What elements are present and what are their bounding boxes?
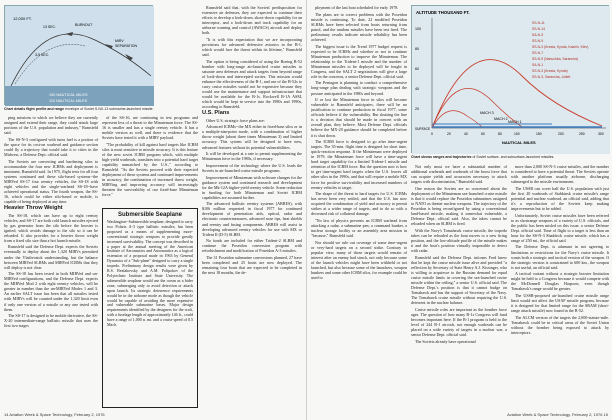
paragraph: The Defense Dept. is adamant in not agreeing to limitations or restrictions for the Navy's cruise missile. It wants both a strategic and tactical version of the weapon. If the strategic version is constrained to 600 km., the weapon is not useful, an official said.	[511, 244, 609, 270]
label-mach-3: MACH 3	[480, 111, 494, 115]
legend-item: SS-N-3 (Kresta, Kynda, Kashin, Kiev)	[532, 45, 589, 49]
paragraph: "The probability of kill against hard targets like ICBM silos is most sensitive to missile accuracy. It is this feature of the new soviet ICBM program which, with multiple high-yield warheads, translates into a potential hard target capability unmatched by the U.S.," according to Rumsfeld. "As the Soviets proceed with their expected deployment of these systems and continued improvements in accuracy, the combination of increased throw weight, MIRVing and improving accuracy will increasingly threaten the survivability of our fixed-base Minuteman force."	[102, 141, 198, 198]
paragraph: Unfortunately, Soviet cruise missiles have been referred to as shortrange weapons of a variety of U.S. officials, and the public has been misled on this issue, a senior Defense Dept. official said. Time of flight to a target is less than an hour for the SS-N-3 Shaddock cruise missile, which has a range of 250 mi., the official said.	[511, 212, 609, 243]
paragraph: The SS-17 is designed to be mobile derivative, the SS-X-20 intermediate-range ballistic missile that uses the first two stages	[4, 313, 98, 329]
paragraph: The plans are to correct problems with the Poseidon missile is continuing. To date, 22 modified Poseidon SLBMs have been selected from boats returning from patrol, and the random missiles have been test fired. The preliminary results indicate missile reliability has been achieved.	[311, 11, 407, 42]
paragraph: Rumsfeld said the Defense Dept. expects the Soviets eventually to deploy about the 1,320 MIRVs permitted under the Vladivostok understanding, but the balance between MIRVed SLBMs and MIRVed ICBMs that they will deploy is not clear.	[4, 244, 98, 270]
x-tick: 80	[498, 132, 502, 136]
paragraph: The advanced ballistic reentry systems (ABRES), with $106 million requested in fiscal 1977 for continued development of penetration aids, optical, radar and electronic countermeasures, advanced nose tips, heat shields and reentry and fusing components. ABRES will assist in developing advanced reentry vehicles for use with MX or Trident II (D-5) SLBM.	[202, 201, 302, 237]
paragraph: Rumsfeld said the Defense Dept. informs Ford knew that he kept the cruise missile issue alive and provided "a reflection by Secretary of State Henry A.J. Kissinger, who is willing to acquiesce to the Russian demand for equal cruise missile limits in covering the sea-launched cruise missile within the ceiling," a senior U.S. official said. The Defense Dept.'s position is that it cannot budge on Tomahawk and has the support of Secretary of the Navy. The Tomahawk cruise missile without requiring the U.S. deterrent in the nuclear balance.	[411, 254, 507, 305]
flight-profile-figure	[4, 5, 153, 105]
left-column-2	[102, 115, 198, 205]
paragraph: With the Navy's Tomahawk cruise missile, the torpedo tubes can be reloaded as the boat moves to a new firing position, and the low-altitude profile of the missile makes it and the boat's position virtually impossible to detect with radar.	[411, 227, 507, 253]
fig-label-burnout: BURNOUT	[75, 23, 93, 27]
chart-y-title: ALTITUDE THOUSAND FT.	[416, 10, 470, 15]
paragraph: The option is being considered of using the Boeing B-52 bomber with long-range air-launched cruise missiles to saturate area defenses and attack targets from beyond range of look-down and intercepted sorties. This mission would enhance the effectiveness of the B-1, and use of the B-52s to carry cruise missiles would not be expensive because they would use the maintenance and support infrastructure that would be available for the B-1s. Rockwell B-1A ASM, which would be kept in service into the 1980s and 1990s, according to Rumsfeld.	[202, 58, 302, 110]
y-tick: 40	[415, 87, 419, 91]
paragraph: The ALCM version of the targets the 2,000-statute-mile. Tomahawk could be in critical areas of the Soviet Union without the bomber being exposed to attack by interceptors.	[511, 314, 609, 336]
right-page-footer: Aviation Week & Space Technology, February 2, 1976 15	[507, 412, 608, 417]
paragraph: The Pentagon is planning to conduct a comprehensive long-range plan dealing with strategic weapons and the posture anticipated in the 1980s and beyond.	[311, 80, 407, 96]
label-mach-2: MACH 2	[494, 117, 508, 121]
flight-profile-chart	[5, 6, 154, 106]
legend-item: SS-N-7	[532, 51, 544, 55]
x-tick: 150	[536, 132, 542, 136]
legend-item: SS-N-11	[532, 21, 545, 25]
submersible-seaplane-box	[102, 208, 198, 408]
left-column-3	[202, 5, 302, 410]
box-title: Submersible Seaplane	[117, 212, 183, 218]
paragraph: If or lost the Minuteman force in silos will become vulnerable to Rumsfeld anticipates, there will be no justification to continue production in fiscal 1977, some officials believe if the vulnerability. But shutting the line is a decision that should be made in concert with an overall plan, they believe. Most Defense Dept. officials believe the MX-20 guidance should be completed before it is shut down.	[311, 97, 407, 138]
paragraph: The USSR-proposed air-launched cruise missile range limit would not affect the USAF missile program, because it is designed for that limited range for the SRAM (short-range attack missile) now found in the B-52.	[511, 293, 609, 314]
paragraph: The ICBM force is designed to go after time-urgent targets. The 35-min. flight time is designed for short time, quick-reaction response. If the Minuteman were deployed in 1979, the Minuteman force will have a time-urgent hard target capability for a limited Trident-1 missile and retention of the ICBM force. But the question now is how to get time-urgent hard targets when the U.S. leaves all other silos in the 1990s, and that will require a mobile MX force for positive survivability and increased numbers of reentry vehicles to target.	[311, 139, 407, 190]
fig-label-110nm: 110 NAUTICAL MILES	[49, 99, 88, 103]
legend-item: SA-N-1	[532, 63, 544, 67]
x-tick: 20	[447, 132, 451, 136]
legend-item: SS-N-9 (Nanuchka, Sarancha)	[532, 57, 578, 61]
y-tick: SURFACE	[415, 127, 431, 131]
legend-item: SS-N-14	[532, 27, 546, 31]
x-tick: 300	[598, 132, 604, 136]
paragraph: The biggest issue is the Trend 1977 budget request is expected to be ICBMs and whether or not to continue Minuteman production to improve the Minuteman. The relationship to the Trident-1 missile and the number of Minuteman missiles to be deployed will be fought in Congress, and the SALT 2 negotiations will give a large role in the concerns, a senior Defense Dept. official said.	[311, 43, 407, 79]
paragraph: Advanced ICBMs--the MX either in fixed-base silos or in a multiple-aim-point mode, with a combination of higher throw weight (about three times Minuteman 3) and limited accuracy. This system will be designed to have new, advanced features without its potential vulnerabilities.	[202, 124, 302, 150]
chart-x-title: NAUTICAL MILES	[502, 140, 536, 145]
paragraph: The SS-N-3 configured with turns fuel is a portion of the space for its cost-on warhead and guidance section could fly a trajectory that would take it to cities in the Midwest, a Defense Dept. official said.	[4, 136, 98, 157]
paragraph: The SS-18, which can have up to eight reentry vehicles, and SS-17 are both cold launch missiles ejected by gas generator from the silo before the booster is ignited, which avoids damage to the silo so it can be reloaded. It also provides for a heavier throw weight from a fixed silo size than a hot launch missile.	[4, 212, 98, 243]
fig-label-separation: SEPARATION	[115, 44, 138, 48]
x-tick: 100	[514, 132, 520, 136]
paragraph: The SS-18 has been tested in both MIRVed and un-MIRVed configurations, and the Defense Dept. expects the MIRVed Mod 2 with eight reentry vehicles, will be greater in number than the un-MIRVed Modes 1 and 3. An earlier SALT issue has been that all missiles tested with MIRVs will be counted under the 1,320 limit even if only one version of a missile or any one tested with them.	[4, 271, 98, 312]
caption-rest: of Soviet surface- and subsurface-launched missiles.	[472, 155, 555, 159]
fig-label-mirv: MIRV	[115, 39, 124, 43]
x-tick: 0	[431, 132, 433, 136]
box-text: Washington--Submersible seaplane, designed to carry two Polaris A-3 type ballistic missiles, has been proposed as a means of supplementing more-conventional strategic weapons to provide greatly increased survivability. The concept was described in a paper at the annual meeting of the American Institute of Aeronautics and Astronautics as a logical extension of a proposal made in 1963 by General Dynamics of a "Sub-plane" designed to carry a single torpedo. Preliminary design results were given by R.S. Bezlakovsky and A.M. Polipokov of the Polytechnic Institute and State University. The submersible seaplane would use the ocean as a hider zone, submerging only to avoid detection or attack upon launch. Its strategic deterrence requirements would be in the airborne mode as though the vehicle would be capable of avoiding the more expensive and vulnerable submarine bases. Major design requirements identified by the designers for the craft, with a fuselage length of approximately 146 ft., could have a range of 1,000 n. mi. and a cruise speed of 0.5 Mach.	[107, 219, 193, 328]
missile-range-figure	[411, 5, 609, 153]
paragraph: "No law of physics prevents an ICBM warhead from attacking a radar, a submarine pen, a command bunker, a nuclear storage facility or an assembly area mission in "because," Rumsfeld said.	[311, 218, 407, 239]
paragraph: ployment of the last boat scheduled for early 1978.	[315, 5, 399, 10]
paragraph: No funds are included for either Trident-2 SLBM and continue the Poseidon conversion program with refurbishment and modification of Poseidon A-3 missiles.	[202, 238, 302, 254]
fig-label-150nm: 150 NAUTICAL MILES	[49, 93, 88, 97]
x-tick: 60	[481, 132, 485, 136]
paragraph: Improvement of the technology where the U.S. leads the Soviets in air-launched cruise missile programs.	[202, 162, 302, 173]
paragraph: It will be developed at a rate to permit supplementing the Minuteman force in the 1980s, if necessary.	[202, 151, 302, 162]
y-tick: 20	[415, 107, 419, 111]
paragraph: more than 2,000 SS-N-3 cruise missiles, and the number is considered to have a potential threat. The Soviets operate with another platform usually airborne, discharging submerged to the missile environment.	[511, 164, 609, 185]
y-tick: 100	[415, 27, 421, 31]
right-page	[306, 0, 612, 420]
paragraph: of the SS-16, are continuing in test programs and represent less of a threat to the Minuteman force. The SS-16 is smaller and has a single reentry vehicle. It has a mobile version as well, and there is evidence that the Soviets have tested it with a MIRV payload.	[102, 115, 198, 141]
missile-range-caption	[411, 155, 609, 159]
paragraph: ping missions to which we believe they are currently assigned and extend their range, they could attack large portions of the U.S. population and industry," Rumsfeld said.	[4, 115, 98, 136]
x-tick: 200	[558, 132, 564, 136]
paragraph: "It is with this expectation that we are incorporating provisions for advanced defensive avionics in the B-1, which would face the threat within its lifetime," Rumsfeld said.	[202, 36, 302, 58]
paragraph: The shape of the threat to hard targets for U.S. ICBMs has never been very settled, and that the U.S. has now acquired the combination of yield and accuracy to permit strikes at a wider range of targets, and to do so with a decreased risk of collateral damage.	[311, 191, 407, 217]
legend-item: SS-N-3, Sarancha, Juliett	[532, 75, 571, 79]
label-mach-1: MACH 1	[508, 120, 522, 124]
paragraph: The Soviets are converting and hardening silos to accommodate the four new ICBMs and deployment is imminent, Rumsfeld said. In 1975, flight tests for all four systems continued and these silo-based systems--the MIRVed SS-17 four reentry vehicles, the SS-18 with eight vehicles and the single-warhead SS-18--have achieved operational status. The fourth weapon, the SS-16, which could be either silo-based or mobile, is capable of being deployed at any time.	[4, 158, 98, 204]
right-column-2	[411, 164, 507, 410]
paragraph: The Soviets already have operational	[415, 338, 476, 344]
paragraph: The 31 Poseidon submarine conversions planned, 27 have been completed and 25 boats are now deployed. The remaining four boats that are expected to be completed in the next 18 months, the de-	[202, 255, 302, 276]
right-column-1	[311, 5, 407, 410]
fig-label-3-5sec: 3-5 SEC.	[35, 53, 50, 57]
fig-label-13sec: 13 SEC.	[43, 25, 57, 29]
right-column-3	[511, 164, 609, 410]
subhead-us-plans: U.S. Plans	[202, 110, 230, 117]
paragraph: Rumsfeld said that, with the Soviets' predisposition for extensive air defenses, they are expected to continue their efforts to develop a look-down, shoot-down capability for an interceptor, and a look-down and track capability for an airborne warning and control (AWACS) aircraft and deploy both.	[202, 5, 302, 36]
y-tick: 60	[415, 67, 419, 71]
paragraph: Cruise missile roles are important as the bomber force ages. The question of how many B-1s Congress will fund becomes important here. If the B-1 program is held to the level of 244 B-1 aircraft, not enough warheads can be placed on a wide variety of targets in a nuclear war, a senior Defense Dept. official said.	[411, 306, 507, 337]
paragraph: Other U.S. strategic force plans are:	[206, 117, 265, 123]
caption-bold: Chart shows ranges and trajectories	[411, 155, 472, 159]
y-tick: 80	[415, 47, 419, 51]
paragraph: Improvement of Minuteman with software changes for the guidance system and continued research and development for the Mk-12A higher-yield reentry vehicle. Some reduction in funding for both Minuteman and Soviet ICBM capabilities are assumed further.	[202, 174, 302, 200]
subhead-heavier-throw-weight: Heavier Throw Weight	[4, 204, 63, 211]
paragraph: A tactical variant without a strategic booster limitation might be held to a Congress because it would compete with the McDonnell Douglas Harpoon, even though Tomahawk's range would be greater.	[511, 271, 609, 292]
x-tick: 250	[579, 132, 585, 136]
legend-item: SS-N-9	[532, 39, 544, 43]
x-tick: 40	[464, 132, 468, 136]
paragraph: The USSR can cover half the U.S. population with just the first 20 warheads of Stabkinsk cruise missile's range potential and nuclear warhead, an official said, adding that it's a reproduction of the Soviets keep making improvements but to be added.	[511, 185, 609, 211]
left-page-footer: 14 Aviation Week & Space Technology, February 2, 1976	[4, 412, 105, 417]
left-column-1	[4, 115, 98, 410]
missile-range-chart	[412, 6, 610, 154]
legend-item: SS-N-3 (Kresta, Kynda)	[532, 69, 568, 73]
paragraph: Not only must we have a substantial number of additional warheads and warheads of the boost force that can acquire yields and accuracies necessary to attack targets with discrimination," Rumsfeld said.	[411, 164, 507, 185]
paragraph: One reason the Soviets are so concerned about the deployment of the Minuteman sea-launched cruise missile is that it would replace the Poseidon submarines assigned to NATO as theater nuclear weapons. The trajectory of the Poseidon is being reconfigured by using a conventional land-based missile, making it somewhat vulnerable, a Defense Dept. official said. Also, the tubes cannot be reloaded when an SLBM is fired.	[411, 185, 507, 227]
caption-bold: Chart details flight profile and range	[4, 107, 65, 111]
fig-label-12000ft: 12,000 FT.	[13, 16, 32, 21]
caption-rest: envelope of Soviet S-NX-13 submarine-launched missile.	[65, 107, 154, 111]
paragraph: Nor should we rule out coverage of some time-urgent or very-hard targets on a second strike. Contrary to popular view, many of those targets would remain of interest after an enemy had struck, not only because some of the launch vehicles might have been withheld or not launched, but also because some of the launchers, weapon bunkers and some other ICBM silos, for example could be used to	[311, 239, 407, 281]
legend-item: SA-N-3	[532, 33, 544, 37]
